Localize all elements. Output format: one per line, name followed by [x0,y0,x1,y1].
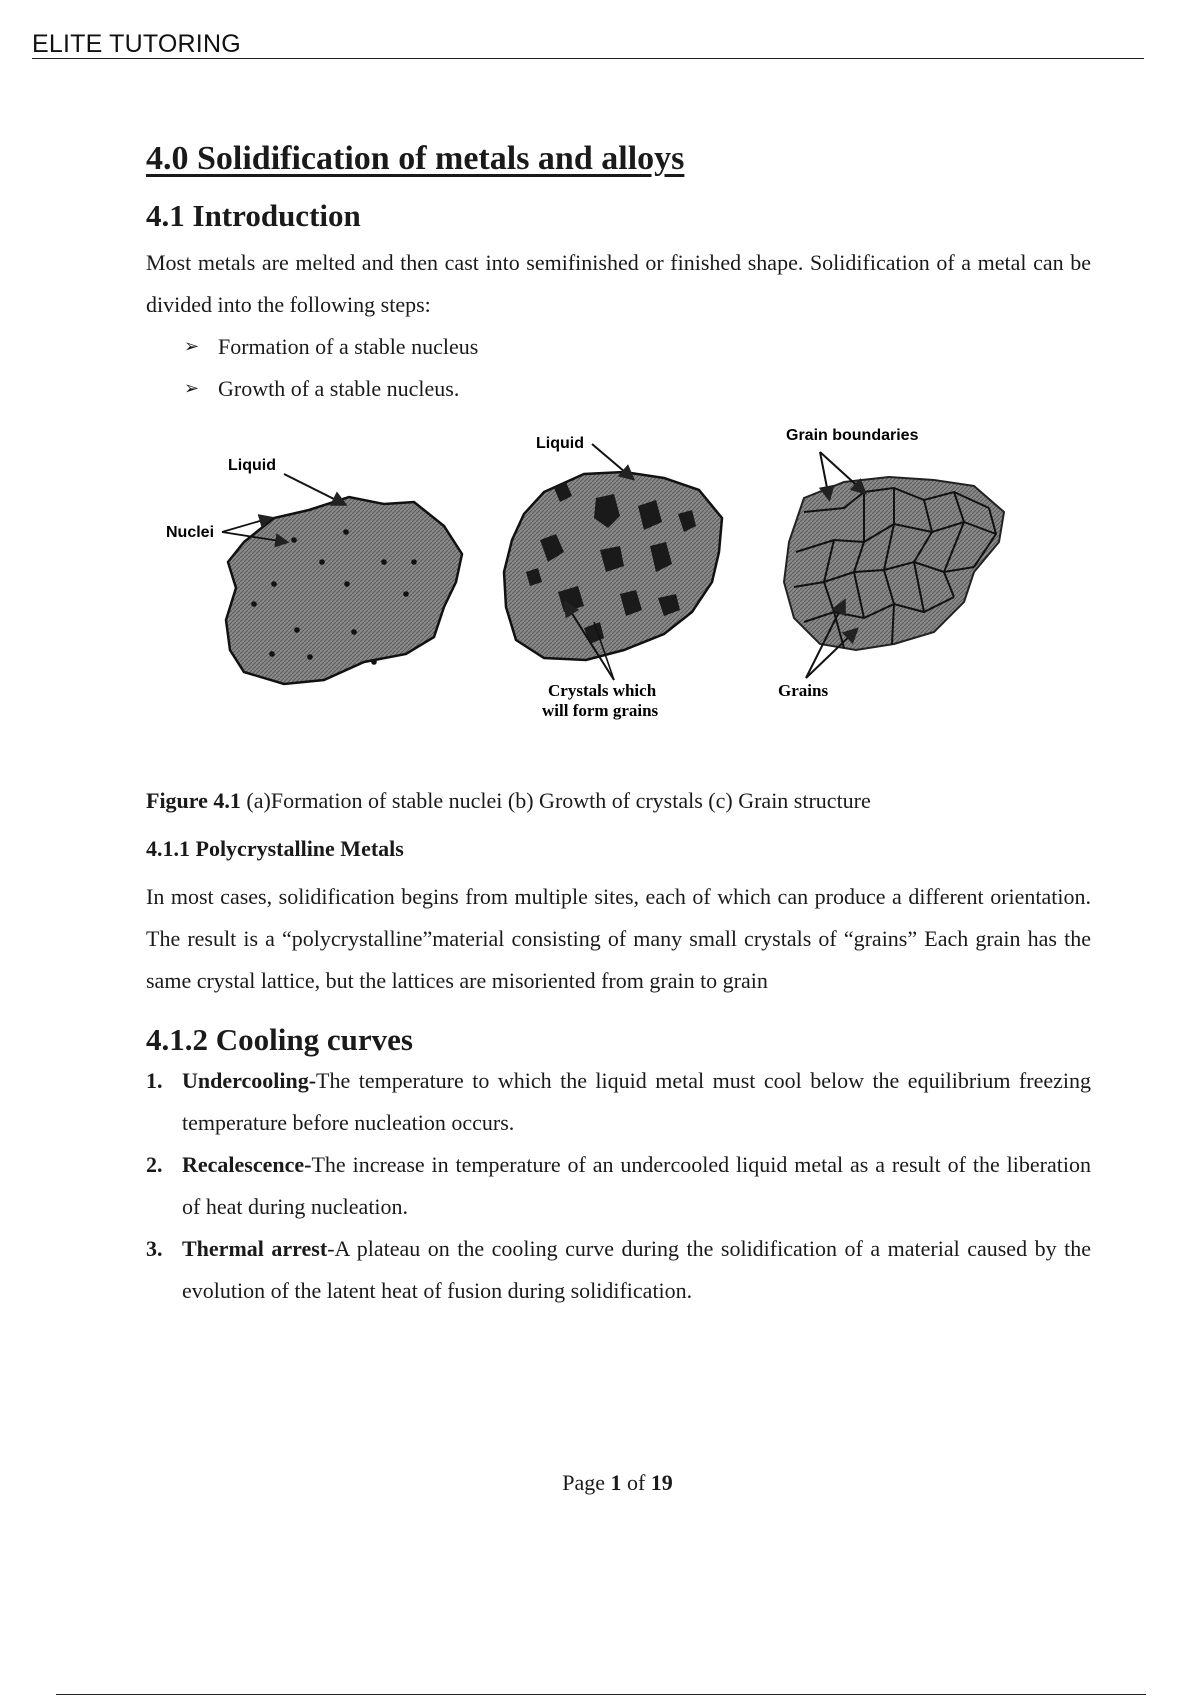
panel-b-crystals [504,435,722,720]
list-item: 1. Undercooling-The temperature to which the liquid metal must cool below the equilibrium freezing temperature before nucleation occurs. [146,1068,1091,1135]
page-title: 4.0 Solidification of metals and alloys [146,140,685,177]
arrow-bullet-icon: ➢ [184,378,200,399]
intro-paragraph: Most metals are melted and then cast into semifinished or finished shape. Solidification of a metal can be divided into the following steps: [146,250,1091,317]
arrow-bullet-icon: ➢ [184,336,200,357]
page-number: Page 1 of 19 [562,1470,673,1495]
label-crystals-line2: will form grains [542,701,659,720]
steps-list [184,326,1091,410]
page-header [32,30,1144,59]
label-liquid-a: Liquid [228,457,276,474]
panel-a-nuclei [166,457,462,684]
subsection-heading-polycrystalline: 4.1.1 Polycrystalline Metals [146,836,404,861]
label-grain-boundaries: Grain boundaries [786,427,919,444]
figure-illustration [144,422,1089,752]
figure-caption: Figure 4.1 (a)Formation of stable nuclei (b) Growth of crystals (c) Grain structure [146,788,871,813]
document-body [146,140,1091,1312]
figure-solidification [144,422,1089,752]
header-brand: ELITE TUTORING [32,30,241,58]
label-crystals-line1: Crystals which [548,681,657,700]
cooling-definitions-list [146,1060,1091,1312]
subsection-heading-cooling-curves: 4.1.2 Cooling curves [146,1022,413,1057]
label-grains: Grains [778,681,829,700]
footer-rule [56,1694,1146,1695]
list-item: 2. Recalescence-The increase in temperature of an undercooled liquid metal as a result of the liberation of heat during nucleation. [146,1152,1091,1219]
list-item: ➢ Formation of a stable nucleus [184,326,1091,368]
section-heading-introduction: 4.1 Introduction [146,198,361,233]
panel-c-grains [778,427,1004,700]
polycrystalline-paragraph: In most cases, solidification begins from multiple sites, each of which can produce a different orientation. The result is a “polycrystalline”material consisting of many small crystals of “grains” Each grain has the same crystal lattice, but the lattices are misoriented from grain to grain [146,884,1091,993]
list-item: ➢ Growth of a stable nucleus. [184,368,1091,410]
label-liquid-b: Liquid [536,435,584,452]
label-nuclei: Nuclei [166,524,215,541]
list-item: 3. Thermal arrest-A plateau on the cooling curve during the solidification of a material caused by the evolution of the latent heat of fusion during solidification. [146,1236,1091,1303]
